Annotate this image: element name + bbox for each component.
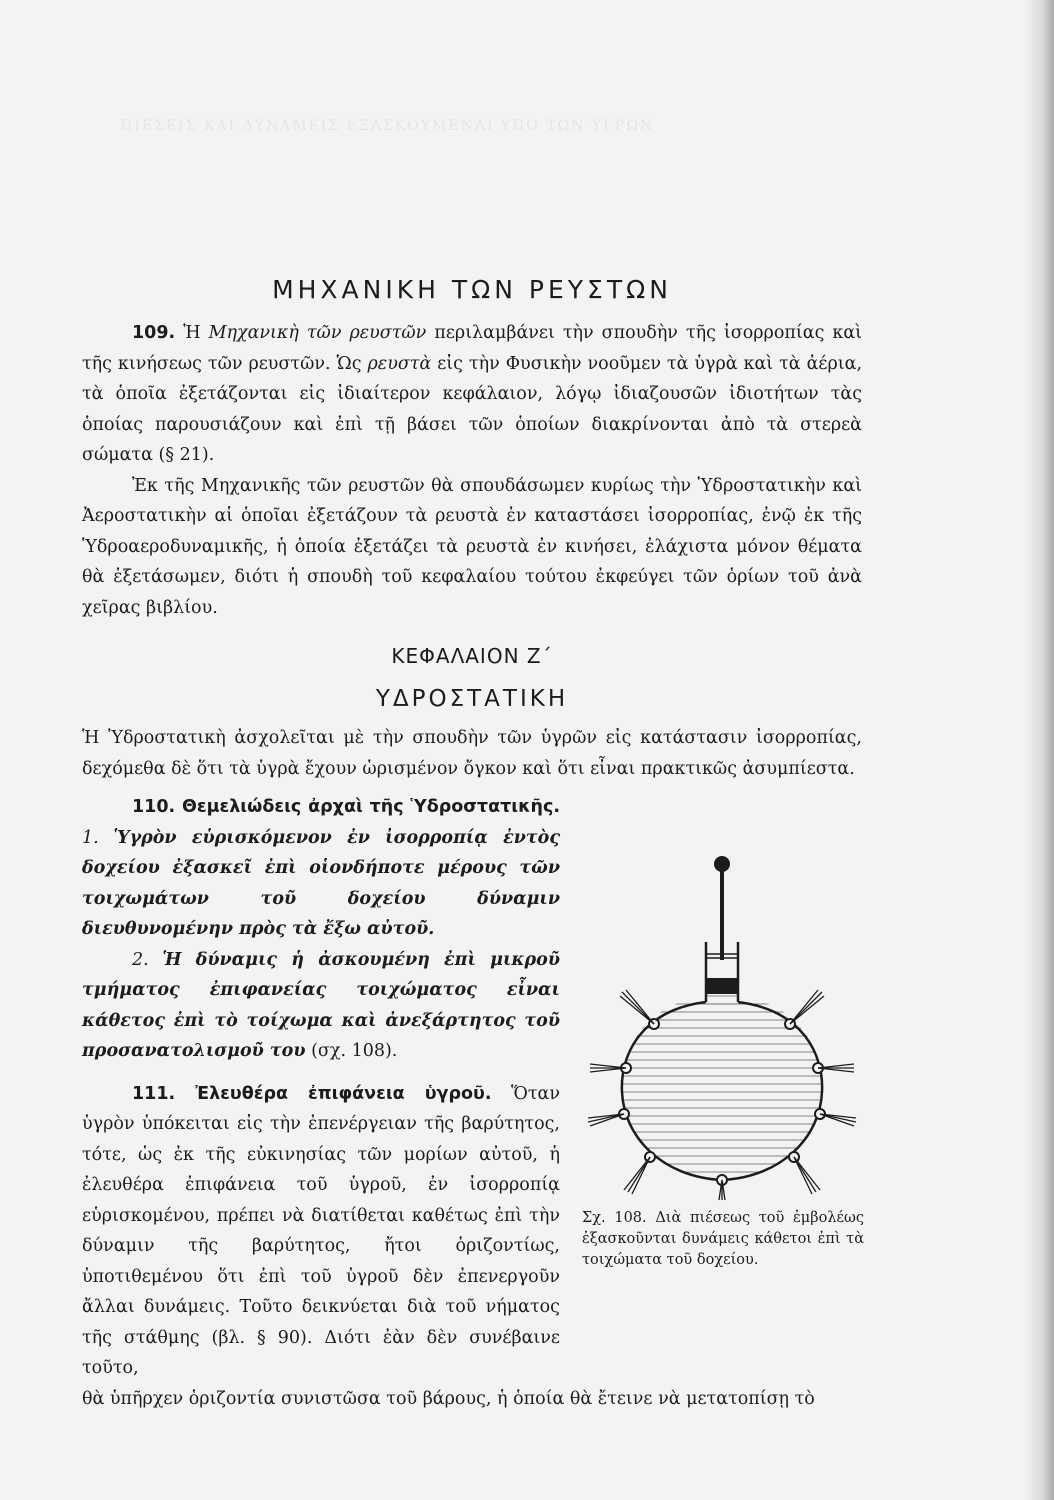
figure-caption <box>582 1208 864 1271</box>
section-111-heading: 111. Ἐλευθέρα ἐπιφάνεια ὑγροῦ. <box>132 1083 492 1104</box>
section-110-heading: 110. Θεμελιώδεις ἀρχαὶ τῆς Ὑδροστατικῆς. <box>132 797 560 817</box>
page-edge-shadow <box>1024 0 1054 1500</box>
paragraph-111-last-line: θὰ ὑπῆρχεν ὁριζοντία συνιστῶσα τοῦ βάρους, ἡ ὁποία θὰ ἔτεινε νὰ μετατοπίσῃ τὸ <box>82 1388 815 1409</box>
chapter-title: ΥΔΡΟΣΤΑΤΙΚΗ <box>375 686 569 712</box>
text-column <box>82 792 560 1384</box>
paragraph-111: 111. Ἐλευθέρα ἐπιφάνεια ὑγροῦ. Ὅταν ὑγρὸν ὑπόκειται εἰς τὴν ἐπενέργειαν τῆς βαρύτητος, τότε, ὡς ἐκ τῆς εὐκινησίας τῶν μορίων αὐτοῦ, ἡ ἐλευθέρα ἐπιφάνεια τοῦ ὑγροῦ, ἐν ἰσορροπίᾳ εὑρισκομένου, πρέπει νὰ διατίθεται καθέτως ἐπὶ τὴν δύναμιν τῆς βαρύτητος, ἤτοι ὁριζοντίως, ὑποτιθεμένου ὅτι ἐπὶ τοῦ ὑγροῦ δὲν ἐπενεργοῦν ἄλλαι δυνάμεις. Τοῦτο δεικνύεται διὰ τοῦ νήματος τῆς στάθμης (βλ. § 90). Διότι ἐὰν δὲν συνέβαινε τοῦτο, <box>82 1083 561 1378</box>
figure-caption-text: Σχ. 108. Διὰ πιέσεως τοῦ ἐμβολέως ἐξασκοῦνται δυνάμεις κάθετοι ἐπὶ τὰ τοιχώματα τοῦ δοχείου. <box>582 1210 864 1268</box>
figure-108 <box>582 792 864 1267</box>
paragraph-110-law-2: 2. Ἡ δύναμις ἡ ἀσκουμένη ἐπὶ μικροῦ τμήματος ἐπιφανείας τοιχώματος εἶναι κάθετος ἐπὶ τὸ τοίχωμα καὶ ἀνεξάρτητος τοῦ προσανατολισμοῦ του (σχ. 108). <box>82 949 560 1061</box>
figure-wrap-area <box>82 792 862 1384</box>
plunger-knob <box>714 856 730 872</box>
italic-term: Μηχανικὴ τῶν ρευστῶν <box>208 323 427 343</box>
paragraph-number: 109. <box>132 323 176 343</box>
pascal-vessel-illustration <box>582 792 864 1202</box>
law-1: Ὑγρὸν εὑρισκόμενον ἐν ἰσορροπίᾳ ἐντὸς δοχείου ἐξασκεῖ ἐπὶ οἱονδήποτε μέρους τῶν τοιχωμάτων τοῦ δοχείου δύναμιν διευθυνομένην πρὸς τὰ ἔξω αὐτοῦ. <box>82 827 560 939</box>
chapter-label: ΚΕΦΑΛΑΙΟΝ Ζ΄ <box>391 644 553 668</box>
italic-term: ρευστὰ <box>367 353 432 374</box>
paragraph-110: 110. Θεμελιώδεις ἀρχαὶ τῆς Ὑδροστατικῆς. 1. Ὑγρὸν εὑρισκόμενον ἐν ἰσορροπίᾳ ἐντὸς δοχείου ἐξασκεῖ ἐπὶ οἱονδήποτε μέρους τῶν τοιχωμάτων τοῦ δοχείου δύναμιν διευθυνομένην πρὸς τὰ ἔξω αὐτοῦ. <box>82 797 560 939</box>
piston <box>707 978 737 994</box>
section-title: ΜΗΧΑΝΙΚΗ ΤΩΝ ΡΕΥΣΤΩΝ <box>272 275 672 304</box>
paragraph-109: 109. Ἡ Μηχανικὴ τῶν ρευστῶν περιλαμβάνει τὴν σπουδὴν τῆς ἰσορροπίας καὶ τῆς κινήσεως τῶν ρευστῶν. Ὡς ρευστὰ εἰς τὴν Φυσικὴν νοοῦμεν τὰ ὑγρὰ καὶ τὰ ἀέρια, τὰ ὁποῖα ἐξετάζονται εἰς ἰδιαίτερον κεφάλαιον, λόγῳ ἰδιαζουσῶν ἰδιοτήτων τὰς ὁποίας παρουσιάζουν καὶ ἐπὶ τῇ βάσει τῶν ὁποίων διακρίνονται ἀπὸ τὰ στερεὰ σώματα (§ 21). <box>82 323 863 465</box>
paragraph-109-continued: Ἐκ τῆς Μηχανικῆς τῶν ρευστῶν θὰ σπουδάσωμεν κυρίως τὴν Ὑδροστατικὴν καὶ Ἀεροστατικὴν αἱ ὁποῖαι ἐξετάζουν τὰ ρευστὰ ἐν καταστάσει ἰσορροπίας, ἐνῷ ἐκ τῆς Ὑδροαεροδυναμικῆς, ἡ ὁποία ἐξετάζει τὰ ρευστὰ ἐν κινήσει, ἐλάχιστα μόνον θέματα θὰ ἐξετάσωμεν, διότι ἡ σπουδὴ τοῦ κεφαλαίου τούτου ἐκφεύγει τῶν ὁρίων τοῦ ἀνὰ χεῖρας βιβλίου. <box>82 475 862 618</box>
law-2: Ἡ δύναμις ἡ ἀσκουμένη ἐπὶ μικροῦ τμήματος ἐπιφανείας τοιχώματος εἶναι κάθετος ἐπὶ τὸ τοίχωμα καὶ ἀνεξάρτητος τοῦ προσανατολισμοῦ του <box>82 949 560 1061</box>
chapter-intro: Ἡ Ὑδροστατικὴ ἀσχολεῖται μὲ τὴν σπουδὴν τῶν ὑγρῶν εἰς κατάστασιν ἰσορροπίας, δεχόμεθα δὲ ὅτι τὰ ὑγρὰ ἔχουν ὡρισμένον ὄγκον καὶ ὅτι εἶναι πρακτικῶς ἀσυμπίεστα. <box>82 728 862 779</box>
bleed-through-header: ΠΙΕΣΕΙΣ ΚΑΙ ΔΥΝΑΜΕΙΣ ΕΞΑΣΚΟΥΜΕΝΑΙ ΥΠΟ ΤΩΝ ΥΓΡΩΝ <box>120 118 655 134</box>
page-body <box>82 272 862 1414</box>
